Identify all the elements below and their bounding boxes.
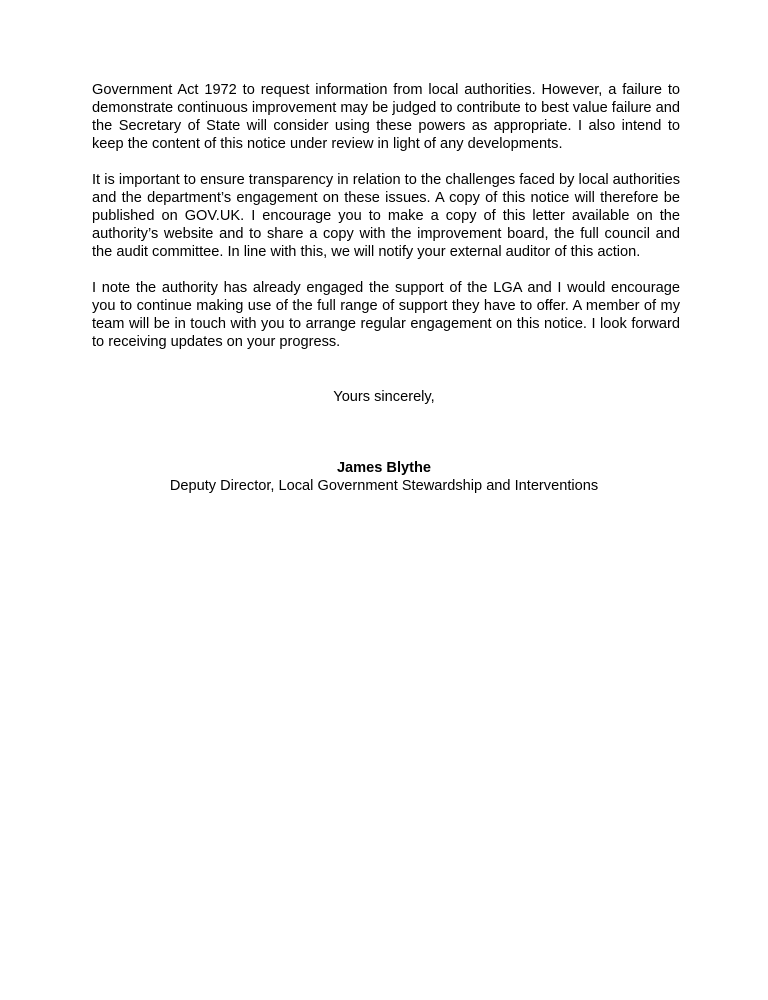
paragraph-transparency: It is important to ensure transparency in relation to the challenges faced by local authorities and the department’s engagement on these issues. A copy of this notice will therefore be published on GOV.UK. I encourage you to make a copy of this letter available on the authority’s website and to share a copy with the improvement board, the full council and the audit committee. In line with this, we will notify your external auditor of this action.	[92, 172, 680, 260]
closing-salutation: Yours sincerely,	[333, 389, 435, 405]
signatory-title: Deputy Director, Local Government Stewardship and Interventions	[169, 478, 599, 494]
signatory-name: James Blythe	[336, 460, 432, 476]
paragraph-powers-and-review: Government Act 1972 to request information from local authorities. However, a failure to demonstrate continuous improvement may be judged to contribute to best value failure and the Secretary of State will consider using these powers as appropriate. I also intend to keep the content of this notice under review in light of any developments.	[92, 82, 680, 152]
paragraph-support: I note the authority has already engaged the support of the LGA and I would encourage you to continue making use of the full range of support they have to offer. A member of my team will be in touch with you to arrange regular engagement on this notice. I look forward to receiving updates on your progress.	[92, 280, 680, 350]
letter-body	[92, 81, 680, 369]
